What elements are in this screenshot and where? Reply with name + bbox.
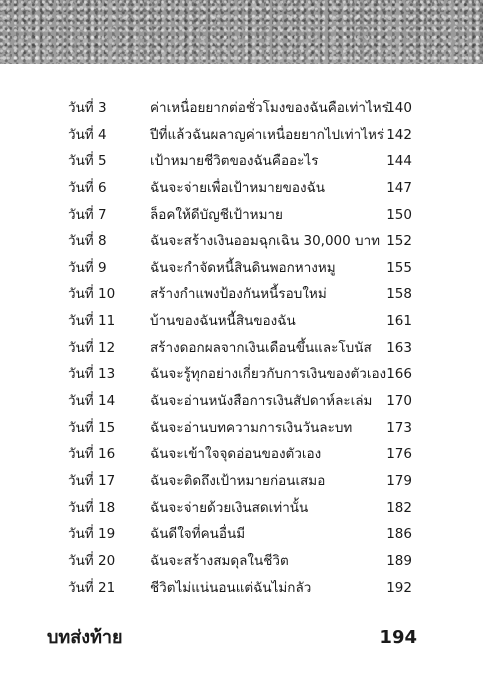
toc-day-label: วันที่ 15: [68, 419, 116, 436]
toc-chapter-title: บ้านของฉันหนี้สินของฉัน: [150, 313, 296, 330]
toc-day-label: วันที่ 8: [68, 233, 107, 250]
toc-page-number: 142: [386, 126, 412, 143]
toc-day-label: วันที่ 19: [68, 526, 116, 543]
toc-chapter-title: ปีที่แล้วฉันผลาญค่าเหนื่อยยากไปเท่าไหร่: [150, 126, 385, 143]
toc-page-number: 170: [386, 393, 412, 410]
toc-page-number: 144: [386, 153, 412, 170]
toc-chapter-title: เป้าหมายชีวิตของฉันคืออะไร: [150, 153, 319, 170]
toc-page-number: 182: [386, 499, 412, 516]
toc-day-label: วันที่ 18: [68, 499, 116, 516]
toc-page-number: 179: [386, 472, 412, 489]
toc-day-label: วันที่ 20: [68, 552, 116, 569]
toc-page-number: 189: [386, 552, 412, 569]
toc-entry: [0, 388, 483, 415]
epilogue-page-number: 194: [379, 627, 417, 648]
toc-page-number: 166: [386, 366, 412, 383]
toc-chapter-title: สร้างดอกผลจากเงินเดือนขึ้นและโบนัส: [150, 339, 372, 356]
toc-day-label: วันที่ 6: [68, 179, 107, 196]
toc-chapter-title: ฉันจะรู้ทุกอย่างเกี่ยวกับการเงินของตัวเอง: [150, 366, 387, 383]
toc-page-number: 152: [386, 233, 412, 250]
toc-entry: [0, 521, 483, 548]
toc-day-label: วันที่ 3: [68, 100, 107, 116]
toc-day-label: วันที่ 10: [68, 286, 116, 303]
toc-page-number: 192: [386, 579, 412, 596]
toc-day-label: วันที่ 13: [68, 366, 116, 383]
toc-epilogue-entry: [0, 624, 483, 652]
toc-day-label: วันที่ 14: [68, 393, 116, 410]
toc-entry: [0, 575, 483, 602]
toc-page-number: 155: [386, 259, 412, 276]
toc-entry: [0, 281, 483, 308]
toc-chapter-title: ฉันจะจ่ายเพื่อเป้าหมายของฉัน: [150, 179, 326, 196]
toc-day-label: วันที่ 16: [68, 446, 116, 463]
toc-page-number: 161: [386, 313, 412, 330]
table-of-contents: [0, 95, 483, 601]
toc-chapter-title: ฉันจะอ่านหนังสือการเงินสัปดาห์ละเล่ม: [150, 393, 373, 410]
toc-chapter-title: ฉันจะเข้าใจจุดอ่อนของตัวเอง: [150, 446, 322, 463]
toc-entry: [0, 202, 483, 229]
toc-day-label: วันที่ 5: [68, 153, 107, 170]
toc-entry: [0, 495, 483, 522]
toc-entry: [0, 548, 483, 575]
toc-page-number: 158: [386, 286, 412, 303]
toc-page-number: 150: [386, 206, 412, 223]
toc-page-number: 140: [386, 100, 412, 116]
toc-page-number: 147: [386, 179, 412, 196]
toc-page-number: 176: [386, 446, 412, 463]
toc-entry: [0, 441, 483, 468]
toc-day-label: วันที่ 11: [68, 313, 116, 330]
epilogue-title: บทส่งท้าย: [47, 627, 123, 648]
toc-chapter-title: ฉันจะติดถึงเป้าหมายก่อนเสมอ: [150, 472, 326, 489]
toc-entry: [0, 415, 483, 442]
toc-chapter-title: ฉันจะสร้างเงินออมฉุกเฉิน 30,000 บาท: [150, 233, 381, 250]
toc-entry: [0, 361, 483, 388]
toc-chapter-title: ฉันจะกำจัดหนี้สินดินพอกหางหมู: [150, 259, 336, 276]
toc-day-label: วันที่ 12: [68, 339, 116, 356]
toc-entry: [0, 95, 483, 122]
toc-page-number: 173: [386, 419, 412, 436]
toc-day-label: วันที่ 17: [68, 472, 116, 489]
toc-entry: [0, 122, 483, 149]
toc-chapter-title: ฉันจะจ่ายด้วยเงินสดเท่านั้น: [150, 499, 309, 516]
toc-entry: [0, 148, 483, 175]
toc-chapter-title: สร้างกำแพงป้องกันหนี้รอบใหม่: [150, 286, 327, 303]
toc-chapter-title: ฉันจะอ่านบทความการเงินวันละบท: [150, 419, 353, 436]
toc-chapter-title: ฉันจะสร้างสมดุลในชีวิต: [150, 552, 289, 569]
toc-chapter-title: ฉันดีใจที่คนอื่นมี: [150, 526, 246, 543]
toc-chapter-title: ล็อคให้ดีบัญชีเป้าหมาย: [150, 206, 283, 223]
toc-chapter-title: ชีวิตไม่แน่นอนแต่ฉันไม่กลัว: [150, 579, 312, 596]
toc-day-label: วันที่ 21: [68, 579, 116, 596]
toc-day-label: วันที่ 4: [68, 126, 107, 143]
toc-entry: [0, 308, 483, 335]
toc-entry: [0, 175, 483, 202]
toc-entry: [0, 228, 483, 255]
toc-page-number: 163: [386, 339, 412, 356]
toc-entry: [0, 468, 483, 495]
toc-day-label: วันที่ 7: [68, 206, 107, 223]
toc-entry: [0, 255, 483, 282]
toc-day-label: วันที่ 9: [68, 259, 107, 276]
toc-entry: [0, 335, 483, 362]
toc-chapter-title: ค่าเหนื่อยยากต่อชั่วโมงของฉันคือเท่าไหร่: [150, 100, 389, 116]
header-texture-band: [0, 0, 483, 64]
toc-page-number: 186: [386, 526, 412, 543]
